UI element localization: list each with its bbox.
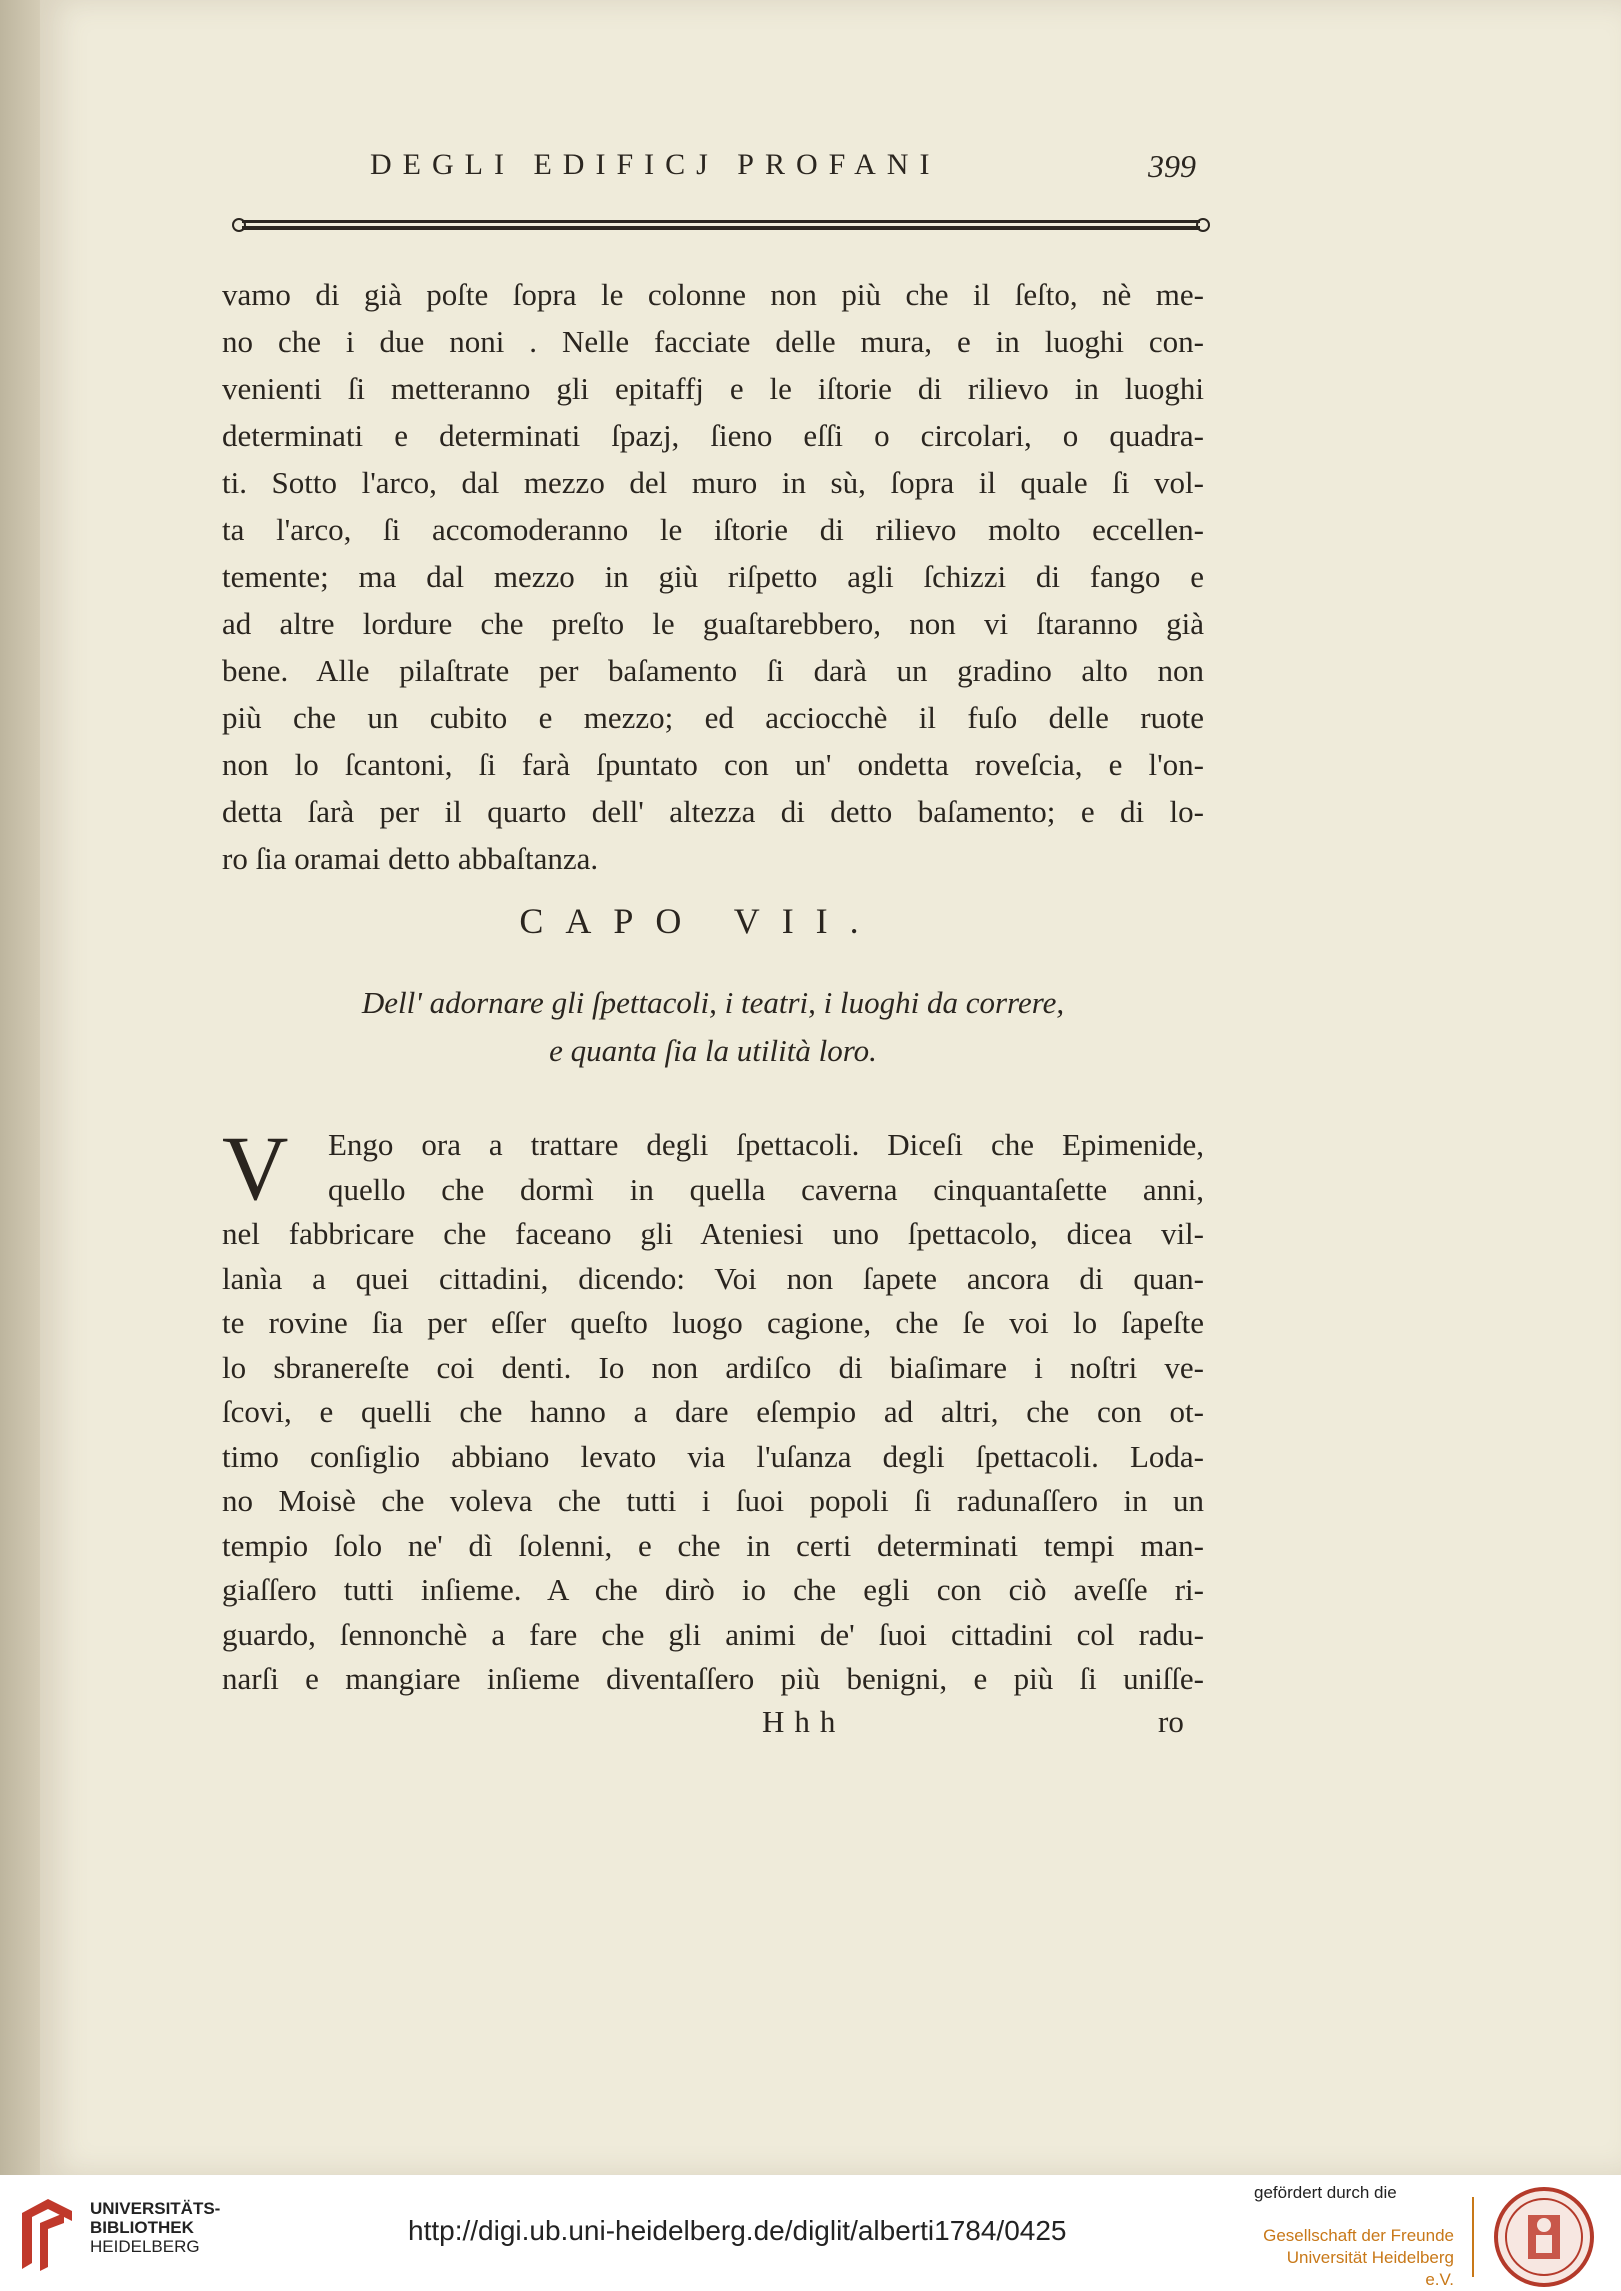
text-line: guardo, ſennonchè a fare che gli animi de' ſuoi cittadini col radu-	[222, 1616, 1204, 1652]
text-line: timo conſiglio abbiano levato via l'uſanza degli ſpettacoli. Loda-	[222, 1438, 1204, 1474]
viewer-footer	[0, 2175, 1621, 2291]
chapter-subtitle: e quanta ſia la utilità loro.	[549, 1033, 877, 1068]
text-line: non lo ſcantoni, ſi farà ſpuntato con un' ondetta roveſcia, e l'on-	[222, 747, 1204, 782]
text-line: te rovine ſia per eſſer queſto luogo cagione, che ſe voi lo ſapeſte	[222, 1305, 1204, 1340]
drop-cap: V	[222, 1117, 289, 1219]
text-line: no che i due noni . Nelle facciate delle mura, e in luoghi con-	[222, 324, 1204, 359]
text-line: Engo ora a trattare degli ſpettacoli. Diceſi che Epimenide,	[328, 1127, 1204, 1162]
university-library-logo-icon	[18, 2193, 76, 2273]
text-line: detta ſarà per il quarto dell' altezza di detto baſamento; e di lo-	[222, 794, 1204, 829]
text-line: lanìa a quei cittadini, dicendo: Voi non ſapete ancora di quan-	[222, 1260, 1204, 1296]
page-number: 399	[1148, 148, 1196, 184]
text-line: venienti ſi metteranno gli epitaffj e le iſtorie di rilievo in luoghi	[222, 371, 1204, 406]
running-head: DEGLI EDIFICJ PROFANI	[370, 148, 941, 181]
text-line: giaſſero tutti inſieme. A che dirò io che egli con ciò aveſſe ri-	[222, 1572, 1204, 1607]
text-line: lo sbranereſte coi denti. Io non ardiſco di biaſimare i noſtri ve-	[222, 1349, 1204, 1385]
text-line: ro ſia oramai detto abbaſtanza.	[222, 841, 599, 876]
text-line: nel fabbricare che faceano gli Ateniesi uno ſpettacolo, dicea vil-	[222, 1216, 1204, 1251]
text-line: determinati e determinati ſpazj, ſieno eſſi o circolari, o quadra-	[222, 418, 1204, 453]
text-line: ti. Sotto l'arco, dal mezzo del muro in sù, ſopra il quale ſi vol-	[222, 465, 1204, 500]
library-name: UNIVERSITÄTS- BIBLIOTHEK HEIDELBERG	[90, 2199, 221, 2256]
text-line: no Moisè che voleva che tutti i ſuoi popoli ſi radunaſſero in un	[222, 1483, 1204, 1518]
text-line: più che un cubito e mezzo; ed acciocchè il fuſo delle ruote	[222, 700, 1204, 735]
ornamental-rule	[232, 218, 1210, 232]
footer-divider	[1472, 2197, 1474, 2277]
text-line: temente; ma dal mezzo in giù riſpetto agli ſchizzi di fango e	[222, 559, 1204, 594]
text-line: bene. Alle pilaſtrate per baſamento ſi darà un gradino alto non	[222, 653, 1204, 688]
university-seal-icon	[1492, 2185, 1596, 2289]
text-line: ad altre lordure che preſto le guaſtarebbero, non vi ſtaranno già	[222, 606, 1204, 641]
text-line: tempio ſolo ne' dì ſolenni, e che in certi determinati tempi man-	[222, 1527, 1204, 1563]
book-gutter	[0, 0, 40, 2175]
text-line: vamo di già poſte ſopra le colonne non più che il ſeſto, nè me-	[222, 277, 1204, 312]
text-line: quello che dormì in quella caverna cinquantaſette anni,	[328, 1171, 1204, 1207]
chapter-subtitle: Dell' adornare gli ſpettacoli, i teatri, i luoghi da correre,	[361, 985, 1065, 1020]
catchword: ro	[1158, 1703, 1184, 1739]
chapter-title: CAPO VII.	[519, 901, 881, 941]
permalink-url[interactable]: http://digi.ub.uni-heidelberg.de/diglit/alberti1784/0425	[408, 2215, 1067, 2246]
sponsor-name: Gesellschaft der Freunde Universität Heidelberg e.V.	[1263, 2226, 1454, 2289]
text-line: ſcovi, e quelli che hanno a dare eſempio ad altri, che con ot-	[222, 1394, 1204, 1429]
text-line: narſi e mangiare inſieme diventaſſero più benigni, e più ſi uniſſe-	[222, 1661, 1204, 1696]
signature-mark: Hhh	[762, 1703, 846, 1739]
sponsor-label: gefördert durch die	[1254, 2183, 1397, 2202]
text-line: ta l'arco, ſi accomoderanno le iſtorie di rilievo molto eccellen-	[222, 512, 1204, 547]
